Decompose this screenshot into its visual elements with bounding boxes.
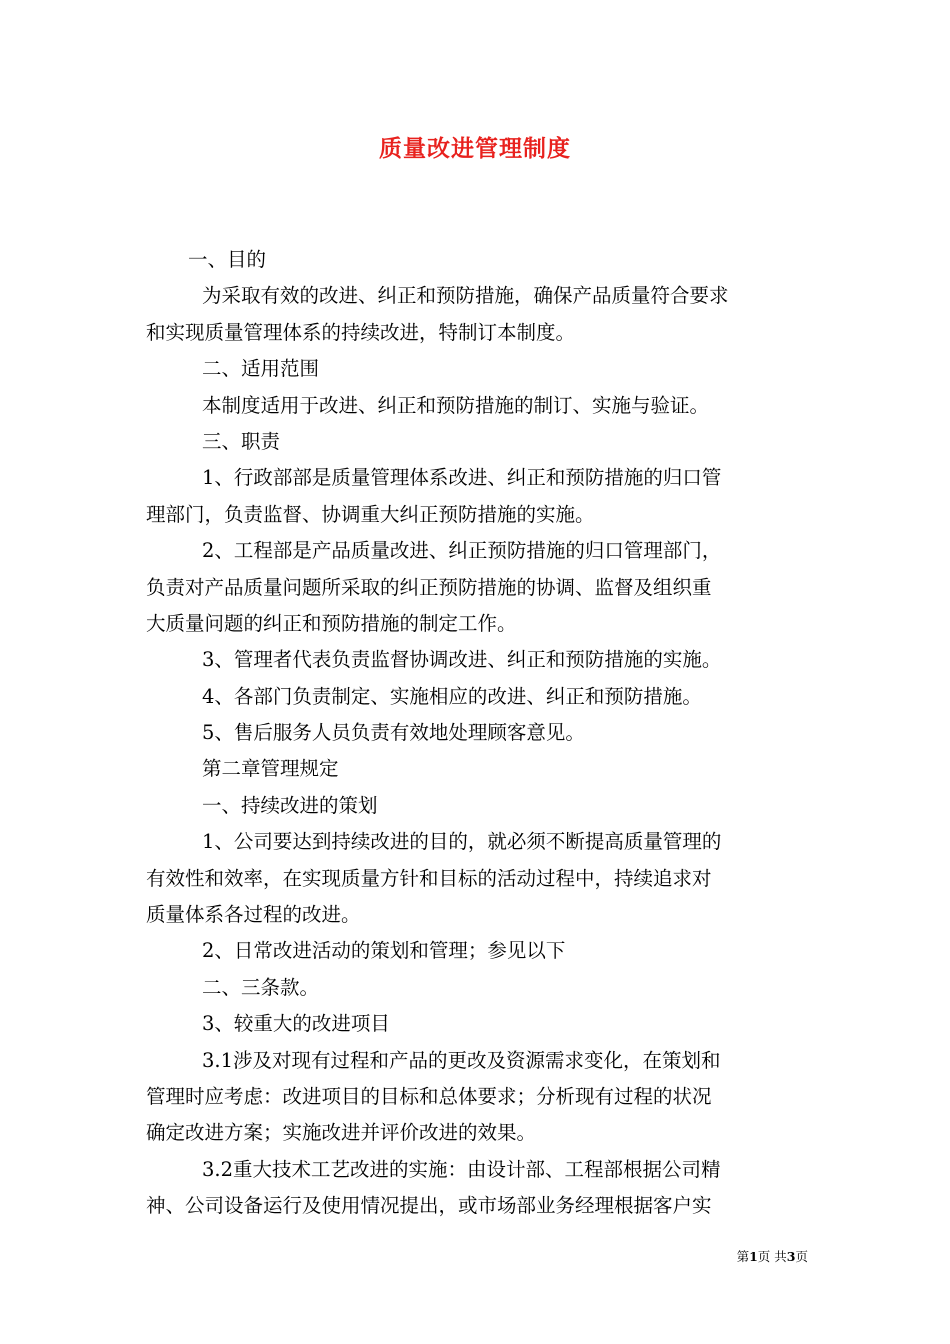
text-line: 质量体系各过程的改进。 bbox=[146, 903, 361, 927]
text-line: 有效性和效率，在实现质量方针和目标的活动过程中，持续追求对 bbox=[146, 866, 712, 890]
text-line: 2、日常改进活动的策划和管理；参见以下 bbox=[202, 939, 566, 963]
text-line: 3、较重大的改进项目 bbox=[202, 1012, 390, 1036]
text-line: 为采取有效的改进、纠正和预防措施，确保产品质量符合要求 bbox=[202, 284, 729, 308]
text-line: 大质量问题的纠正和预防措施的制定工作。 bbox=[146, 611, 517, 635]
text-line: 二、三条款。 bbox=[202, 975, 320, 999]
text-line: 管理时应考虑：改进项目的目标和总体要求；分析现有过程的状况 bbox=[146, 1084, 712, 1108]
text-line: 理部门，负责监督、协调重大纠正预防措施的实施。 bbox=[146, 502, 595, 526]
page-number-footer bbox=[600, 1248, 808, 1266]
footer-prefix: 第 bbox=[736, 1249, 750, 1264]
footer-middle: 页 共 bbox=[757, 1249, 787, 1264]
text-line: 2、工程部是产品质量改进、纠正预防措施的归口管理部门， bbox=[202, 539, 722, 563]
text-line: 和实现质量管理体系的持续改进，特制订本制度。 bbox=[146, 320, 576, 344]
current-page-number: 1 bbox=[749, 1249, 758, 1264]
footer-suffix: 页 bbox=[795, 1249, 808, 1264]
text-line: 三、职责 bbox=[202, 429, 281, 453]
document-title: 质量改进管理制度 bbox=[379, 135, 571, 162]
text-line: 5、售后服务人员负责有效地处理顾客意见。 bbox=[202, 721, 585, 745]
text-line: 神、公司设备运行及使用情况提出，或市场部业务经理根据客户实 bbox=[146, 1194, 712, 1218]
text-line: 本制度适用于改进、纠正和预防措施的制订、实施与验证。 bbox=[202, 393, 710, 417]
text-line: 1、公司要达到持续改进的目的，就必须不断提高质量管理的 bbox=[202, 830, 722, 854]
text-line: 第二章管理规定 bbox=[202, 757, 339, 781]
text-line: 4、各部门负责制定、实施相应的改进、纠正和预防措施。 bbox=[202, 684, 702, 708]
text-line: 3.2重大技术工艺改进的实施：由设计部、工程部根据公司精 bbox=[202, 1157, 721, 1181]
text-line: 二、适用范围 bbox=[202, 357, 320, 381]
document-body bbox=[146, 242, 812, 1225]
text-line: 负责对产品质量问题所采取的纠正预防措施的协调、监督及组织重 bbox=[146, 575, 712, 599]
text-line: 一、目的 bbox=[188, 248, 267, 271]
total-pages-number: 3 bbox=[786, 1249, 796, 1264]
text-line: 3.1涉及对现有过程和产品的更改及资源需求变化，在策划和 bbox=[202, 1048, 721, 1072]
text-line: 确定改进方案；实施改进并评价改进的效果。 bbox=[146, 1121, 537, 1145]
text-line: 1、行政部部是质量管理体系改进、纠正和预防措施的归口管 bbox=[202, 466, 722, 490]
text-line: 一、持续改进的策划 bbox=[202, 793, 378, 817]
text-line: 3、管理者代表负责监督协调改进、纠正和预防措施的实施。 bbox=[202, 648, 722, 672]
